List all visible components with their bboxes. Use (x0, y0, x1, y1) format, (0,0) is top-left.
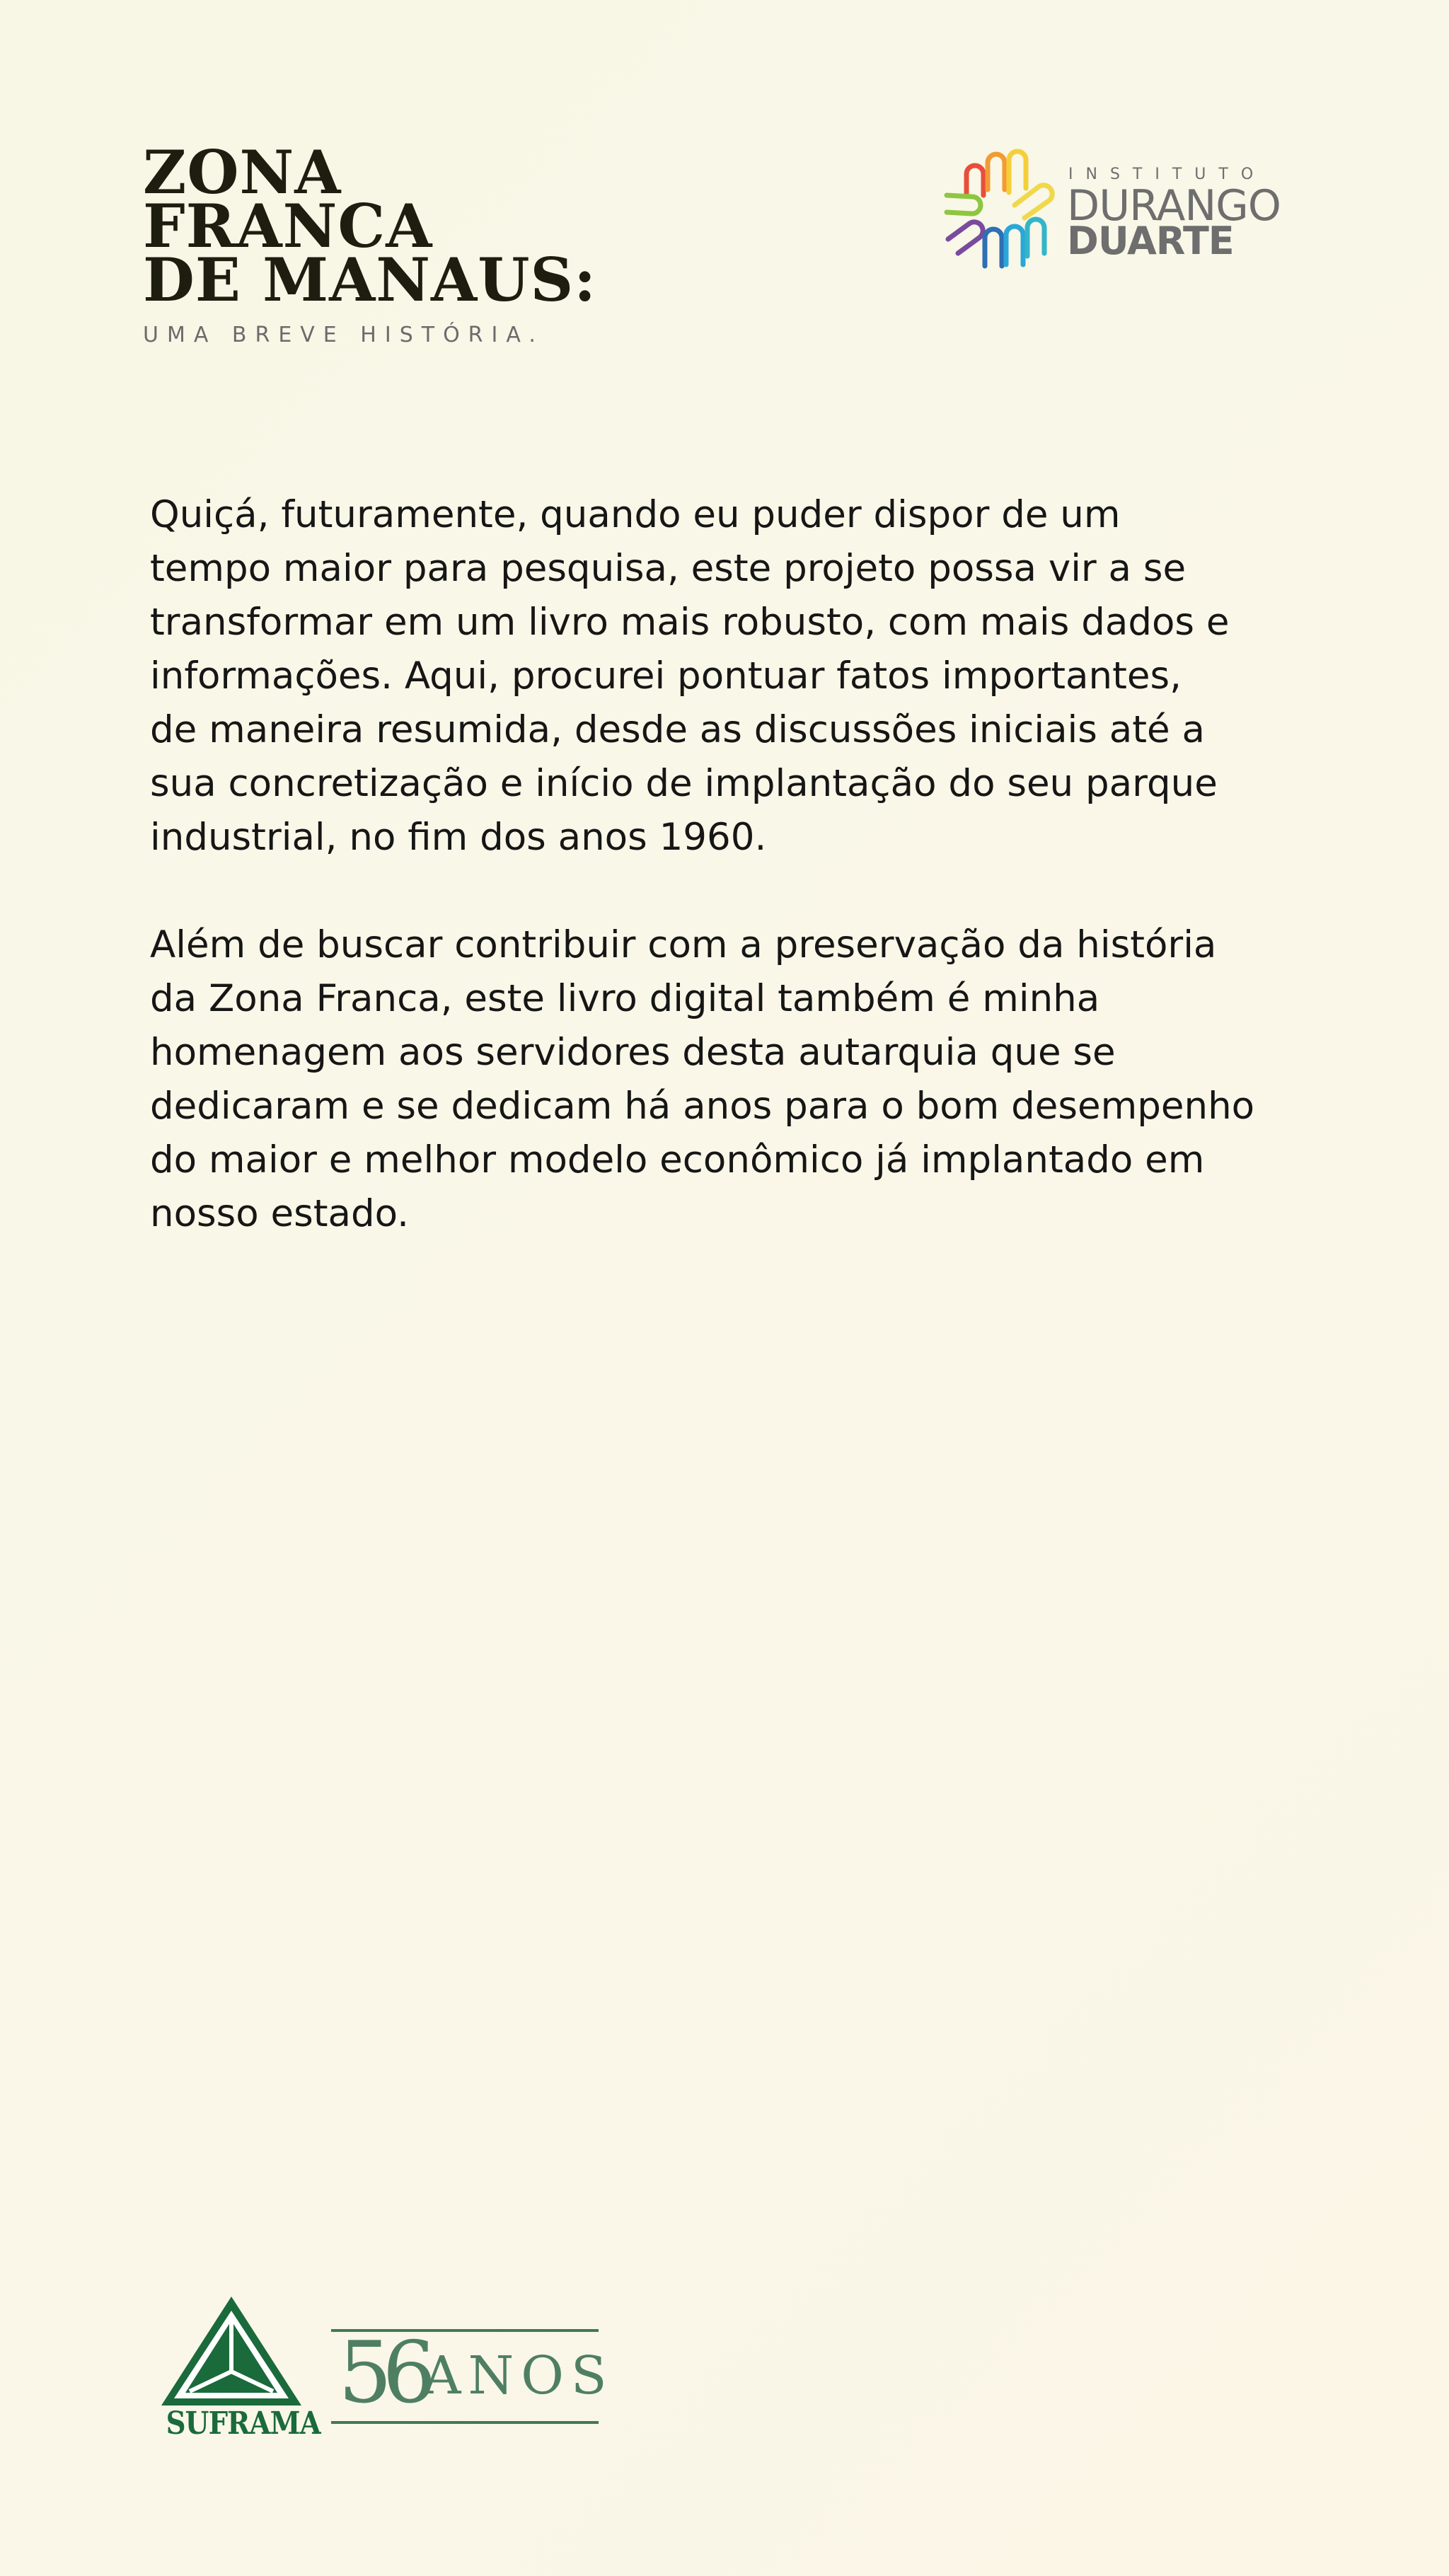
anniversary-badge (331, 2324, 614, 2424)
body-text (150, 488, 1310, 1295)
institute-name-line2: DUARTE (1067, 219, 1234, 263)
title-line-1: ZONA (143, 137, 342, 207)
footer-logos (157, 2292, 614, 2462)
book-title (143, 137, 597, 347)
anniversary-word: ANOS (423, 2345, 614, 2406)
title-line-3: DE MANAUS: (143, 245, 597, 315)
anniversary-number: 56 (338, 2324, 427, 2422)
book-subtitle: UMA BREVE HISTÓRIA. (143, 323, 544, 347)
paragraph-1: Quiçá, futuramente, quando eu puder dispor de um tempo maior para pesquisa, este projeto possa vir a se transformar em um livro mais robusto, com mais dados e informações. Aqui, procurei pontuar fatos importantes, de maneira resumida, desde as discussões iniciais até a sua concretização e início de implantação do seu parque industrial, no fim dos anos 1960. (150, 493, 1230, 859)
suframa-label: SUFRAMA (166, 2405, 321, 2442)
paragraph-2: Além de buscar contribuir com a preservação da história da Zona Franca, este livro digital também é minha homenagem aos servidores desta autarquia que se dedicaram e se dedicam há anos para o bom desempenho do maior e melhor modelo econômico já implantado em nosso estado. (150, 923, 1255, 1235)
suframa-triangle-icon (157, 2292, 306, 2413)
title-line-2: FRANCA (143, 191, 433, 261)
institute-label: INSTITUTO (1068, 166, 1266, 183)
rainbow-arcs-icon (938, 146, 1058, 280)
institute-name-line1: DURANGO (1067, 181, 1281, 231)
instituto-durango-duarte-logo (938, 146, 1281, 280)
